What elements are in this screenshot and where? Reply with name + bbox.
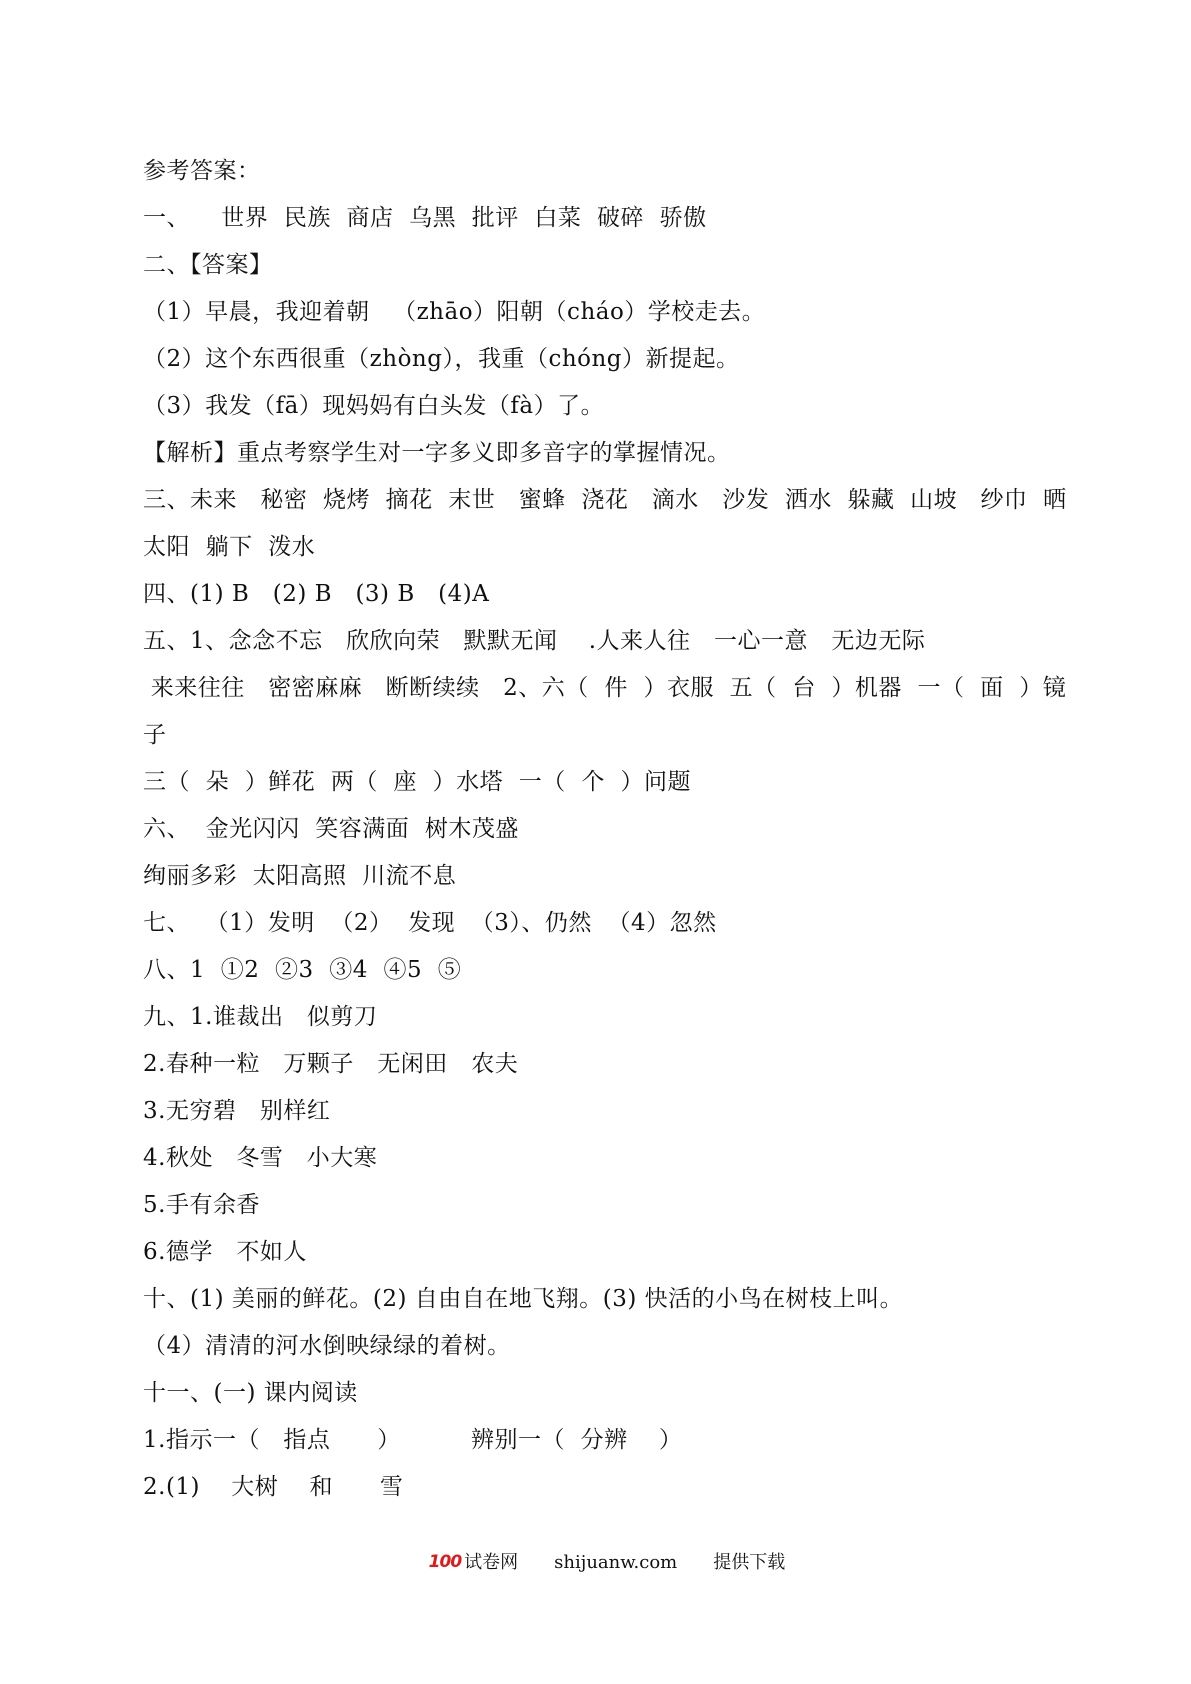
answer-line-2-1: （1）早晨，我迎着朝 （zhāo）阳朝（cháo）学校走去。 (143, 299, 766, 325)
page-footer (0, 1523, 1191, 1602)
answer-line-9-6: 6.德学 不如人 (143, 1239, 307, 1265)
answer-line-6-cont: 绚丽多彩 太阳高照 川流不息 (143, 863, 457, 889)
answer-line-11: 十一、(一) 课内阅读 (143, 1380, 358, 1406)
answer-line-5-cont: 来来往往 密密麻麻 断断续续 2、六（ 件 ）衣服 五（ 台 ）机器 一（ 面 ）镜 (143, 675, 1067, 701)
site-name: 试卷网 (464, 1552, 519, 1573)
answer-line-9-2: 2.春种一粒 万颗子 无闲田 农夫 (143, 1051, 519, 1077)
answer-line-9-1: 九、1.谁裁出 似剪刀 (143, 1004, 378, 1030)
site-domain-link[interactable]: shijuanw.com (554, 1552, 678, 1573)
answer-line-11-2: 2.(1) 大树 和 雪 (143, 1474, 404, 1500)
answer-line-9-5: 5.手有余香 (143, 1192, 260, 1218)
answer-line-2-3: （3）我发（fā）现妈妈有白头发（fà）了。 (143, 393, 605, 419)
answer-heading: 参考答案： (143, 158, 261, 184)
answer-line-10-cont: （4）清清的河水倒映绿绿的着树。 (143, 1333, 511, 1359)
answer-line-5: 五、1、念念不忘 欣欣向荣 默默无闻 .人来人往 一心一意 无边无际 (143, 628, 926, 654)
answer-line-5-cont-3: 三（ 朵 ）鲜花 两（ 座 ）水塔 一（ 个 ）问题 (143, 769, 691, 795)
answer-line-8: 八、1 ①2 ②3 ③4 ④5 ⑤ (143, 957, 462, 983)
answer-line-9-4: 4.秋处 冬雪 小大寒 (143, 1145, 378, 1171)
answer-line-10: 十、(1) 美丽的鲜花。(2) 自由自在地飞翔。(3) 快活的小鸟在树枝上叫。 (143, 1286, 904, 1312)
answer-analysis: 【解析】重点考察学生对一字多义即多音字的掌握情况。 (143, 440, 731, 466)
answer-line-6: 六、 金光闪闪 笑容满面 树木茂盛 (143, 816, 519, 842)
answer-line-11-1: 1.指示一（ 指点 ） 辨别一（ 分辨 ） (143, 1427, 683, 1453)
answer-line-2-2: （2）这个东西很重（zhòng），我重（chóng）新提起。 (143, 346, 740, 372)
answer-key-body (143, 148, 1073, 1511)
answer-line-1: 一、 世界 民族 商店 乌黑 批评 白菜 破碎 骄傲 (143, 205, 707, 231)
answer-line-2: 二、【答案】 (143, 252, 273, 278)
answer-line-5-cont-2: 子 (143, 722, 167, 748)
answer-line-3: 三、未来 秘密 烧烤 摘花 末世 蜜蜂 浇花 滴水 沙发 洒水 躲藏 山坡 纱巾 晒 (143, 487, 1067, 513)
answer-line-9-3: 3.无穷碧 别样红 (143, 1098, 331, 1124)
footer-note: 提供下载 (713, 1552, 786, 1573)
answer-line-4: 四、(1) B (2) B (3) B (4)A (143, 581, 490, 607)
site-logo: 100 (428, 1552, 462, 1572)
answer-line-3-cont: 太阳 躺下 泼水 (143, 534, 316, 560)
answer-line-7: 七、 （1）发明 （2） 发现 （3）、仍然 （4）忽然 (143, 910, 717, 936)
